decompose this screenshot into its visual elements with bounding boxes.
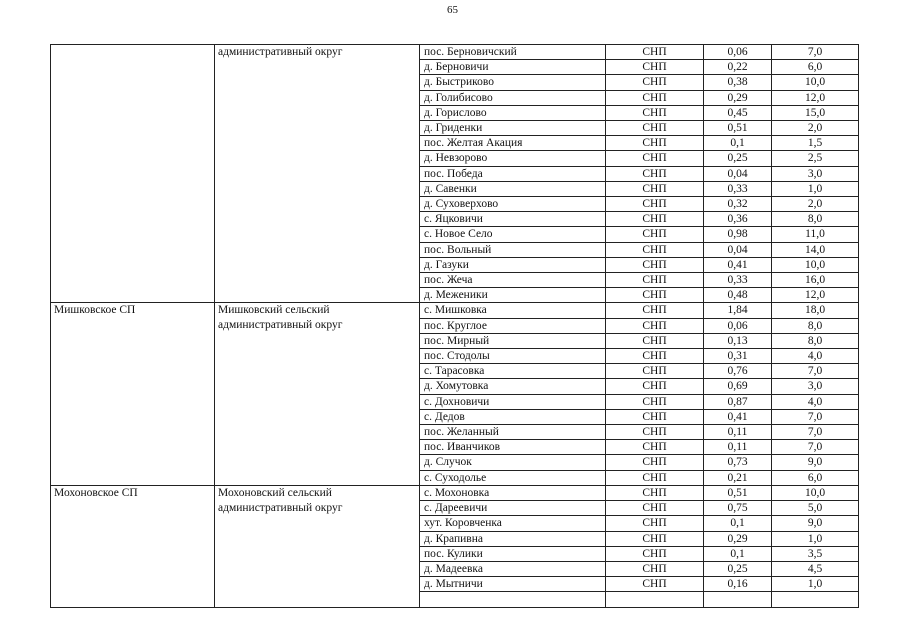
locality-area-cell: 0,29 (704, 90, 772, 105)
settlement-cell (51, 394, 215, 409)
locality-type-cell: СНП (606, 485, 704, 500)
locality-type-cell: СНП (606, 379, 704, 394)
settlement-cell (51, 379, 215, 394)
page-number: 65 (447, 4, 458, 16)
locality-value-cell: 3,0 (772, 379, 859, 394)
locality-type-cell: СНП (606, 577, 704, 592)
district-cell (215, 303, 420, 318)
locality-name-cell: д. Случок (420, 455, 606, 470)
locality-value-cell: 10,0 (772, 257, 859, 272)
locality-type-cell: СНП (606, 166, 704, 181)
district-cell (215, 364, 420, 379)
table-row (51, 318, 859, 333)
locality-name-cell: д. Крапивна (420, 531, 606, 546)
district-cell (215, 577, 420, 592)
locality-type-cell: СНП (606, 349, 704, 364)
table-row (51, 394, 859, 409)
locality-area-cell: 0,1 (704, 546, 772, 561)
table-row (51, 136, 859, 151)
district-cell (215, 227, 420, 242)
locality-area-cell: 0,16 (704, 577, 772, 592)
locality-name-cell: пос. Победа (420, 166, 606, 181)
locality-area-cell: 0,13 (704, 333, 772, 348)
locality-value-cell: 10,0 (772, 75, 859, 90)
locality-value-cell: 2,0 (772, 197, 859, 212)
settlements-table (50, 44, 859, 608)
table-row (51, 60, 859, 75)
locality-name-cell: д. Голибисово (420, 90, 606, 105)
locality-value-cell: 8,0 (772, 333, 859, 348)
district-cell (215, 425, 420, 440)
settlement-cell (51, 181, 215, 196)
locality-value-cell: 4,5 (772, 561, 859, 576)
settlement-cell (51, 242, 215, 257)
locality-area-cell: 0,38 (704, 75, 772, 90)
table-row (51, 121, 859, 136)
district-cell (215, 501, 420, 516)
district-cell (215, 273, 420, 288)
locality-value-cell: 12,0 (772, 288, 859, 303)
locality-area-cell: 1,84 (704, 303, 772, 318)
locality-value-cell: 1,0 (772, 577, 859, 592)
locality-type-cell: СНП (606, 75, 704, 90)
locality-value-cell: 12,0 (772, 90, 859, 105)
locality-area-cell: 0,87 (704, 394, 772, 409)
locality-name-cell: с. Дареевичи (420, 501, 606, 516)
district-cell (215, 181, 420, 196)
settlement-cell (51, 288, 215, 303)
locality-type-cell: СНП (606, 425, 704, 440)
settlement-cell: Мишковское СП (51, 303, 215, 318)
settlement-cell (51, 212, 215, 227)
empty-cell (606, 592, 704, 607)
locality-area-cell: 0,73 (704, 455, 772, 470)
table-row (51, 181, 859, 196)
locality-name-cell: пос. Мирный (420, 333, 606, 348)
locality-name-cell: д. Мытничи (420, 577, 606, 592)
district-cell (215, 166, 420, 181)
district-cell (215, 121, 420, 136)
settlement-cell (51, 546, 215, 561)
settlement-cell (51, 440, 215, 455)
locality-value-cell: 1,0 (772, 531, 859, 546)
locality-value-cell: 7,0 (772, 364, 859, 379)
locality-value-cell: 2,0 (772, 121, 859, 136)
locality-name-cell: д. Суховерхово (420, 197, 606, 212)
locality-value-cell: 18,0 (772, 303, 859, 318)
district-cell (215, 546, 420, 561)
locality-name-cell: д. Невзорово (420, 151, 606, 166)
table-row (51, 105, 859, 120)
settlement-cell (51, 470, 215, 485)
locality-value-cell: 1,5 (772, 136, 859, 151)
locality-name-cell: д. Хомутовка (420, 379, 606, 394)
settlement-cell (51, 105, 215, 120)
locality-area-cell: 0,11 (704, 425, 772, 440)
locality-value-cell: 16,0 (772, 273, 859, 288)
empty-cell (704, 592, 772, 607)
locality-name-cell: пос. Берновичский (420, 45, 606, 60)
locality-type-cell: СНП (606, 121, 704, 136)
district-cell (215, 349, 420, 364)
locality-area-cell: 0,21 (704, 470, 772, 485)
locality-value-cell: 3,0 (772, 166, 859, 181)
table-row (51, 577, 859, 592)
district-cell (215, 45, 420, 60)
table-row (51, 75, 859, 90)
locality-value-cell: 7,0 (772, 440, 859, 455)
locality-value-cell: 7,0 (772, 45, 859, 60)
settlement-cell (51, 227, 215, 242)
locality-name-cell: д. Горислово (420, 105, 606, 120)
district-cell (215, 242, 420, 257)
locality-type-cell: СНП (606, 394, 704, 409)
locality-area-cell: 0,1 (704, 136, 772, 151)
settlement-cell (51, 273, 215, 288)
district-cell (215, 333, 420, 348)
locality-type-cell: СНП (606, 364, 704, 379)
locality-type-cell: СНП (606, 303, 704, 318)
locality-area-cell: 0,06 (704, 318, 772, 333)
locality-type-cell: СНП (606, 409, 704, 424)
locality-area-cell: 0,06 (704, 45, 772, 60)
locality-name-cell: с. Дохновичи (420, 394, 606, 409)
locality-name-cell: д. Гриденки (420, 121, 606, 136)
district-cell (215, 197, 420, 212)
table-row (51, 531, 859, 546)
table-row (51, 45, 859, 60)
table-row (51, 212, 859, 227)
locality-area-cell: 0,29 (704, 531, 772, 546)
locality-value-cell: 8,0 (772, 212, 859, 227)
locality-name-cell: с. Новое Село (420, 227, 606, 242)
locality-type-cell: СНП (606, 257, 704, 272)
table-row (51, 516, 859, 531)
district-cell (215, 394, 420, 409)
locality-value-cell: 15,0 (772, 105, 859, 120)
locality-type-cell: СНП (606, 105, 704, 120)
locality-type-cell: СНП (606, 60, 704, 75)
table-row (51, 166, 859, 181)
settlement-cell (51, 455, 215, 470)
settlement-cell (51, 45, 215, 60)
settlement-cell (51, 531, 215, 546)
locality-name-cell: с. Тарасовка (420, 364, 606, 379)
locality-area-cell: 0,75 (704, 501, 772, 516)
locality-type-cell: СНП (606, 45, 704, 60)
locality-value-cell: 6,0 (772, 60, 859, 75)
locality-area-cell: 0,32 (704, 197, 772, 212)
settlement-cell (51, 561, 215, 576)
district-cell (215, 409, 420, 424)
locality-area-cell: 0,51 (704, 485, 772, 500)
locality-name-cell: д. Берновичи (420, 60, 606, 75)
district-cell (215, 136, 420, 151)
locality-name-cell: д. Быстриково (420, 75, 606, 90)
table-row (51, 151, 859, 166)
district-cell (215, 531, 420, 546)
locality-name-cell: с. Суходолье (420, 470, 606, 485)
locality-area-cell: 0,11 (704, 440, 772, 455)
locality-value-cell: 1,0 (772, 181, 859, 196)
empty-cell (51, 592, 215, 607)
settlement-cell (51, 425, 215, 440)
settlement-cell (51, 333, 215, 348)
locality-area-cell: 0,04 (704, 166, 772, 181)
table-row-filler (51, 592, 859, 607)
locality-name-cell: пос. Желанный (420, 425, 606, 440)
locality-name-cell: с. Яцковичи (420, 212, 606, 227)
locality-type-cell: СНП (606, 470, 704, 485)
locality-area-cell: 0,69 (704, 379, 772, 394)
district-cell (215, 288, 420, 303)
locality-type-cell: СНП (606, 561, 704, 576)
locality-name-cell: хут. Коровченка (420, 516, 606, 531)
settlement-cell (51, 121, 215, 136)
locality-area-cell: 0,98 (704, 227, 772, 242)
empty-cell (215, 592, 420, 607)
settlement-cell (51, 364, 215, 379)
locality-type-cell: СНП (606, 151, 704, 166)
district-cell (215, 318, 420, 333)
table-row (51, 470, 859, 485)
table-row (51, 273, 859, 288)
locality-area-cell: 0,41 (704, 409, 772, 424)
empty-cell (772, 592, 859, 607)
locality-value-cell: 4,0 (772, 349, 859, 364)
locality-name-cell: д. Мадеевка (420, 561, 606, 576)
district-line: Мохоновский сельский (218, 486, 332, 499)
district-cell (215, 485, 420, 500)
district-line: административный округ (218, 46, 343, 58)
locality-value-cell: 9,0 (772, 455, 859, 470)
locality-type-cell: СНП (606, 212, 704, 227)
locality-value-cell: 9,0 (772, 516, 859, 531)
locality-area-cell: 0,22 (704, 60, 772, 75)
district-cell (215, 151, 420, 166)
settlement-cell (51, 197, 215, 212)
locality-type-cell: СНП (606, 440, 704, 455)
locality-value-cell: 3,5 (772, 546, 859, 561)
district-cell (215, 75, 420, 90)
locality-value-cell: 11,0 (772, 227, 859, 242)
locality-area-cell: 0,45 (704, 105, 772, 120)
district-line: административный округ (218, 319, 343, 332)
settlement-cell (51, 501, 215, 516)
locality-name-cell: с. Мохоновка (420, 485, 606, 500)
table-row (51, 440, 859, 455)
table-row (51, 425, 859, 440)
locality-type-cell: СНП (606, 288, 704, 303)
settlement-cell (51, 90, 215, 105)
district-line: Мишковский сельский (218, 304, 330, 317)
locality-name-cell: с. Дедов (420, 409, 606, 424)
table-row (51, 455, 859, 470)
locality-value-cell: 8,0 (772, 318, 859, 333)
locality-name-cell: пос. Стодолы (420, 349, 606, 364)
locality-value-cell: 6,0 (772, 470, 859, 485)
table-row (51, 349, 859, 364)
table-row (51, 561, 859, 576)
district-cell (215, 212, 420, 227)
locality-name-cell: д. Савенки (420, 181, 606, 196)
locality-type-cell: СНП (606, 455, 704, 470)
locality-name-cell: пос. Кулики (420, 546, 606, 561)
locality-type-cell: СНП (606, 242, 704, 257)
locality-type-cell: СНП (606, 531, 704, 546)
district-cell (215, 257, 420, 272)
locality-area-cell: 0,76 (704, 364, 772, 379)
locality-name-cell: пос. Вольный (420, 242, 606, 257)
settlement-cell (51, 257, 215, 272)
table-row (51, 379, 859, 394)
table-row (51, 546, 859, 561)
district-cell (215, 90, 420, 105)
locality-value-cell: 10,0 (772, 485, 859, 500)
district-cell (215, 470, 420, 485)
district-cell (215, 455, 420, 470)
settlement-cell (51, 349, 215, 364)
locality-value-cell: 5,0 (772, 501, 859, 516)
district-cell (215, 379, 420, 394)
locality-area-cell: 0,36 (704, 212, 772, 227)
locality-value-cell: 4,0 (772, 394, 859, 409)
district-cell (215, 60, 420, 75)
locality-area-cell: 0,25 (704, 151, 772, 166)
locality-area-cell: 0,33 (704, 273, 772, 288)
table-row (51, 364, 859, 379)
locality-type-cell: СНП (606, 136, 704, 151)
table-row (51, 242, 859, 257)
locality-area-cell: 0,25 (704, 561, 772, 576)
locality-area-cell: 0,48 (704, 288, 772, 303)
locality-value-cell: 2,5 (772, 151, 859, 166)
locality-type-cell: СНП (606, 501, 704, 516)
locality-area-cell: 0,41 (704, 257, 772, 272)
district-cell (215, 105, 420, 120)
table-row (51, 501, 859, 516)
locality-type-cell: СНП (606, 333, 704, 348)
empty-cell (420, 592, 606, 607)
locality-type-cell: СНП (606, 273, 704, 288)
locality-name-cell: пос. Круглое (420, 318, 606, 333)
settlement-cell (51, 577, 215, 592)
table-row (51, 485, 859, 500)
locality-name-cell: с. Мишковка (420, 303, 606, 318)
locality-value-cell: 14,0 (772, 242, 859, 257)
settlement-cell (51, 151, 215, 166)
locality-area-cell: 0,04 (704, 242, 772, 257)
district-cell (215, 440, 420, 455)
locality-value-cell: 7,0 (772, 425, 859, 440)
settlement-cell (51, 60, 215, 75)
locality-name-cell: д. Меженики (420, 288, 606, 303)
locality-name-cell: д. Газуки (420, 257, 606, 272)
district-cell (215, 561, 420, 576)
locality-area-cell: 0,33 (704, 181, 772, 196)
table-row (51, 288, 859, 303)
locality-area-cell: 0,1 (704, 516, 772, 531)
settlement-cell (51, 75, 215, 90)
locality-type-cell: СНП (606, 181, 704, 196)
table-row (51, 197, 859, 212)
locality-type-cell: СНП (606, 546, 704, 561)
table-row (51, 333, 859, 348)
locality-name-cell: пос. Желтая Акация (420, 136, 606, 151)
locality-name-cell: пос. Жеча (420, 273, 606, 288)
locality-name-cell: пос. Иванчиков (420, 440, 606, 455)
district-line: административный округ (218, 501, 343, 514)
locality-type-cell: СНП (606, 516, 704, 531)
locality-area-cell: 0,31 (704, 349, 772, 364)
settlement-cell (51, 318, 215, 333)
settlement-cell (51, 516, 215, 531)
settlement-cell (51, 166, 215, 181)
locality-area-cell: 0,51 (704, 121, 772, 136)
settlement-cell (51, 136, 215, 151)
table-row (51, 227, 859, 242)
district-cell (215, 516, 420, 531)
locality-type-cell: СНП (606, 227, 704, 242)
table-row (51, 303, 859, 318)
locality-type-cell: СНП (606, 90, 704, 105)
table-row (51, 409, 859, 424)
locality-value-cell: 7,0 (772, 409, 859, 424)
settlement-cell (51, 409, 215, 424)
table-row (51, 257, 859, 272)
table-row (51, 90, 859, 105)
locality-type-cell: СНП (606, 197, 704, 212)
locality-type-cell: СНП (606, 318, 704, 333)
settlement-cell: Мохоновское СП (51, 485, 215, 500)
